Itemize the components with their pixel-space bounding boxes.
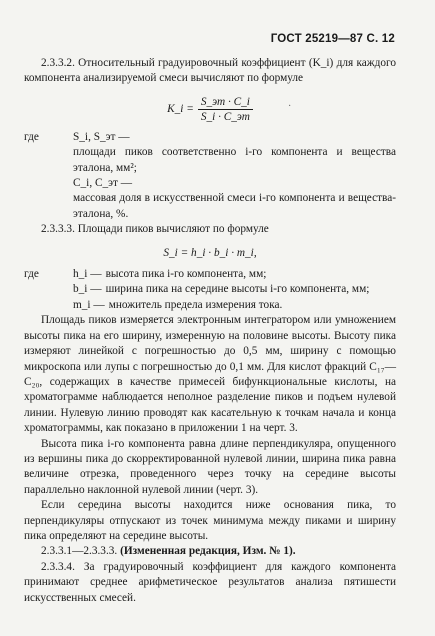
- formula-ki-denominator: S_i · C_эт: [200, 110, 250, 123]
- paragraph-2-3-3-2: 2.3.3.2. Относительный градуировочный коэффициент (K_i) для каждого компонента анализируемой смеси вычисляют по формуле: [24, 57, 396, 85]
- definition-row: [24, 176, 396, 191]
- change-note-sections: 2.3.3.1—2.3.3.3.: [41, 545, 118, 558]
- formula-ki-fraction: [198, 95, 253, 124]
- paragraph-2-3-3-3: 2.3.3.3. Площади пиков вычисляют по формуле: [41, 223, 269, 236]
- definition-row: [24, 282, 396, 297]
- definition-lead: где: [24, 268, 39, 281]
- definition-row: [24, 298, 396, 313]
- paragraph-peak-area: Площадь пиков измеряется электронным интегратором или умножением высоты пика на его ширину, измеренную на половине высоты. Высоту пика измеряют линейкой с погрешностью до 0,5 мм, ширину с помощью микроскопа или лупы с погрешностью до 0,1 мм. Для кислот фракций C₁₇—C₂₀, содержащих в качестве примесей бифункциональные кислоты, на хроматограмме наблюдается неполное разделение пиков и подъем нулевой линии. Нулевую линию проводят как касательную к точкам начала и конца хроматограммы, как показано в приложении 1 на черт. 3.: [24, 314, 396, 435]
- definition-symbol: h_i —: [73, 268, 102, 281]
- definition-text: высота пика i-го компонента, мм;: [105, 268, 267, 281]
- definition-symbol: S_i, S_эт —: [73, 130, 130, 143]
- formula-ki: [24, 95, 396, 124]
- scan-mark: ·: [288, 101, 292, 112]
- formula-si: S_i = h_i · b_i · m_i,: [163, 246, 257, 259]
- change-note-text: (Измененная редакция, Изм. № 1).: [120, 545, 296, 558]
- definition-symbol: b_i —: [73, 283, 102, 296]
- paragraph-2-3-3-4: 2.3.3.4. За градуировочный коэффициент для каждого компонента принимают среднее арифметическое результатов анализа пятишести искусственных смесей.: [24, 560, 396, 604]
- paragraph-mid-height: Если середина высоты находится ниже основания пика, то перпендикуляры отпускают из точек минимума между пиками и ширину пика определяют на середине высоты.: [24, 499, 396, 542]
- definition-symbol: m_i —: [73, 298, 105, 311]
- definition-lead: [24, 176, 73, 191]
- paragraph-peak-height: Высота пика i-го компонента равна длине перпендикуляра, опущенного из вершины пика до скорректированной нулевой линии, ширина пика равна величине отрезка, проведенного через точку на середине высоты параллельно наклонной нулевой линии (черт. 3).: [24, 437, 396, 496]
- definition-text: множитель предела измерения тока.: [108, 298, 283, 311]
- formula-ki-lhs: K_i =: [167, 102, 194, 115]
- definition-text: площади пиков соответственно i-го компонента и вещества эталона, мм²;: [73, 146, 396, 174]
- definition-row: [24, 267, 396, 282]
- definition-lead: [24, 282, 73, 297]
- definition-text: ширина пика на середине высоты i-го компонента, мм;: [105, 283, 370, 296]
- document-body: [24, 56, 396, 606]
- page-header: ГОСТ 25219—87 С. 12: [270, 33, 395, 45]
- paragraph-change-note: [24, 544, 396, 559]
- formula-ki-numerator: S_эт · C_i: [198, 95, 253, 110]
- definition-row: [24, 130, 396, 145]
- definition-symbol: C_i, C_эт —: [73, 177, 133, 190]
- definitions-formula-ki: [24, 130, 396, 222]
- definition-text: массовая доля в искусственной смеси i-го компонента и вещества-эталона, %.: [73, 192, 396, 220]
- definition-lead: [24, 298, 73, 313]
- definition-lead: где: [24, 130, 39, 143]
- definitions-formula-si: [24, 267, 396, 313]
